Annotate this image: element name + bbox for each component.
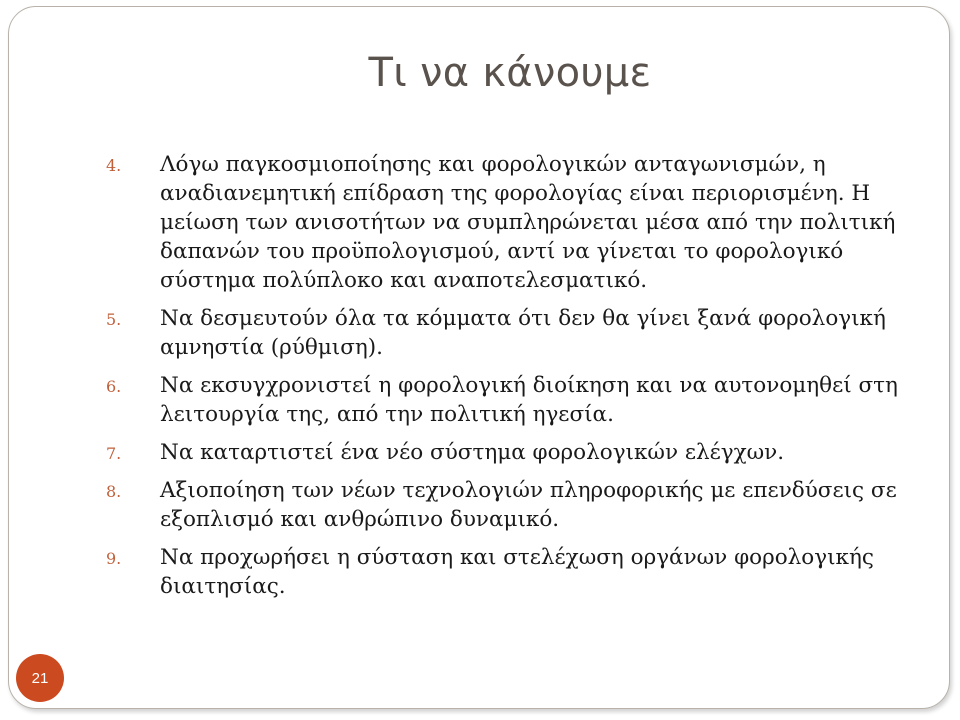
list-item-text: Λόγω παγκοσμιοποίησης και φορολογικών ανταγωνισμών, η αναδιανεμητική επίδραση της φορολογίας είναι περιορισμένη. Η μείωση των ανισοτήτων να συμπληρώνεται μέσα από την πολιτική δαπανών του προϋπολογισμού, αντί να γίνεται το φορολογικό σύστημα πολύπλοκο και αναποτελεσματικό. (160, 152, 896, 293)
list-item-text: Να καταρτιστεί ένα νέο σύστημα φορολογικών ελέγχων. (160, 440, 785, 465)
list-item (106, 438, 906, 467)
list-item-text: Να εκσυγχρονιστεί η φορολογική διοίκηση και να αυτονομηθεί στη λειτουργία της, από την πολιτική ηγεσία. (160, 373, 898, 427)
list-item-text: Αξιοποίηση των νέων τεχνολογιών πληροφορικής με επενδύσεις σε εξοπλισμό και ανθρώπινο δυναμικό. (160, 478, 897, 532)
list-item (106, 476, 906, 534)
list-item (106, 543, 906, 601)
list-item-number: 9. (106, 549, 122, 568)
list-item-text: Να δεσμευτούν όλα τα κόμματα ότι δεν θα γίνει ξανά φορολογική αμνηστία (ρύθμιση). (160, 306, 886, 360)
slide-title: Τι να κάνουμε (368, 50, 652, 96)
list-item-number: 5. (106, 310, 122, 329)
list-item-text: Να προχωρήσει η σύσταση και στελέχωση οργάνων φορολογικής διαιτησίας. (160, 545, 874, 599)
list-item-number: 4. (106, 156, 122, 175)
list-item-number: 8. (106, 482, 122, 501)
list-item-number: 6. (106, 377, 122, 396)
list-item (106, 371, 906, 429)
list-item (106, 150, 906, 295)
list-item-number: 7. (106, 444, 122, 463)
numbered-list (106, 150, 906, 610)
page-number-badge: 21 (16, 654, 64, 702)
list-item (106, 304, 906, 362)
